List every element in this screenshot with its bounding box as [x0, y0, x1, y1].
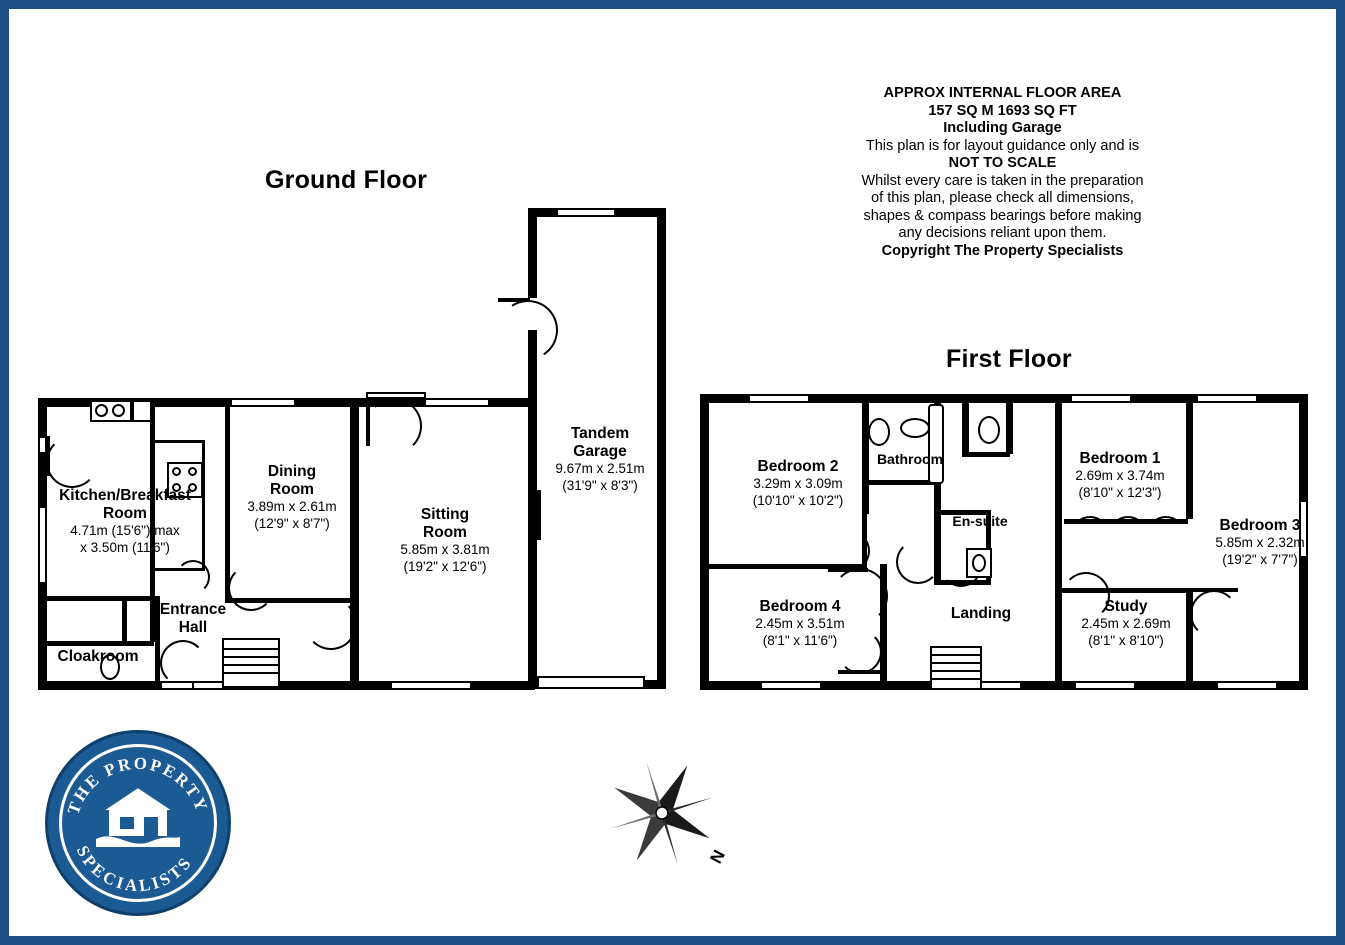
- garage-name-line2: Garage: [573, 443, 627, 460]
- study-dim-2: (8'1" x 8'10"): [1088, 632, 1164, 648]
- study-name: Study: [1104, 598, 1148, 615]
- garage-dim-line1: 9.67m x 2.51m: [555, 461, 645, 476]
- wardrobe-arc-3: [1146, 516, 1186, 556]
- garage-name-line1: Tandem: [570, 425, 630, 442]
- first-window-bottom-1: [760, 681, 822, 690]
- hob-ring-2: [188, 467, 197, 476]
- room-label-sitting: [360, 506, 530, 575]
- kitchen-door-arc: [46, 436, 98, 488]
- landing-name: Landing: [950, 605, 1012, 622]
- logo-top-text: THE PROPERTY: [63, 753, 212, 817]
- bedroom4-door-leaf: [838, 670, 880, 674]
- entrance-hall-name-line2: Hall: [178, 619, 208, 636]
- room-label-bedroom2: [718, 458, 878, 509]
- compass-north-label: N: [706, 846, 729, 867]
- first-floor-title: First Floor: [946, 345, 1072, 373]
- ensuite-shower-tray: [972, 554, 986, 572]
- first-window-bottom-4: [1216, 681, 1278, 690]
- sitting-dim-line1: 5.85m x 3.81m: [400, 542, 490, 557]
- wc-pan: [978, 416, 1000, 444]
- room-label-study: [1060, 598, 1192, 649]
- cloakroom-name: Cloakroom: [57, 648, 139, 665]
- bedroom4-dim-1: 2.45m x 3.51m: [755, 616, 845, 631]
- entrance-hall-name-line1: Entrance: [159, 601, 227, 618]
- sitting-name-line1: Sitting: [420, 506, 470, 523]
- bedroom2-door-arc: [828, 530, 870, 572]
- note-line-7: of this plan, please check all dimensions,: [871, 190, 1134, 206]
- garage-dim-line2: (31'9" x 8'3"): [562, 477, 638, 493]
- svg-text:SPECIALISTS: [73, 843, 197, 896]
- stair-step-4: [222, 672, 280, 674]
- note-line-8: shapes & compass bearings before making: [863, 207, 1142, 224]
- kitchen-dim-line1: 4.71m (15'6") max: [70, 523, 180, 538]
- dining-door-leaf: [226, 565, 230, 601]
- ground-floor-title: Ground Floor: [265, 166, 428, 194]
- bathroom-bath: [928, 404, 944, 484]
- note-line-9: any decisions reliant upon them.: [898, 225, 1107, 241]
- kitchen-hall-door-arc: [176, 560, 210, 594]
- study-dim-1: 2.45m x 2.69m: [1081, 616, 1171, 631]
- bathroom-door-arc: [896, 540, 940, 584]
- room-label-bathroom: [855, 450, 965, 468]
- wardrobe-arc-1: [1070, 516, 1110, 556]
- garage-door: [537, 676, 645, 689]
- sitting-room-wall-left: [350, 398, 359, 690]
- note-line-1: APPROX INTERNAL FLOOR AREA: [883, 85, 1122, 101]
- first-wall-left: [700, 394, 709, 690]
- room-label-bedroom1: [1030, 450, 1210, 501]
- first-window-top-1: [748, 394, 810, 403]
- room-label-cloakroom: [34, 648, 162, 666]
- disclaimer-note: [835, 85, 1170, 260]
- garage-door-leaf: [498, 298, 530, 302]
- hall-door-leaf: [305, 598, 355, 602]
- bathroom-wc: [868, 418, 890, 446]
- bedroom2-name: Bedroom 2: [757, 458, 839, 475]
- ensuite-name: En-suite: [952, 513, 1008, 529]
- logo-bottom-text: SPECIALISTS: [72, 842, 197, 896]
- bedroom4-dim-2: (8'1" x 11'6"): [762, 632, 838, 648]
- ground-window-top-1: [230, 398, 296, 407]
- first-window-bottom-3: [1074, 681, 1136, 690]
- bathroom-basin: [900, 418, 930, 438]
- room-label-bedroom3: [1190, 517, 1330, 568]
- dining-name-line2: Room: [270, 481, 314, 498]
- bedroom2-dim-2: (10'10" x 10'2"): [752, 492, 844, 508]
- note-line-2: 157 SQ M 1693 SQ FT: [928, 102, 1077, 119]
- kitchen-door-leaf: [46, 436, 50, 476]
- kitchen-sink-bowl-1: [95, 404, 108, 417]
- wardrobe-arc-2: [1108, 516, 1148, 556]
- garage-window-top: [556, 208, 616, 217]
- garage-wall-left-upper: [528, 208, 537, 298]
- first-stair-step-2: [930, 662, 982, 664]
- note-line-6: Whilst every care is taken in the preparation: [861, 172, 1144, 189]
- ground-window-bottom-2: [390, 681, 472, 690]
- note-line-5: NOT TO SCALE: [948, 155, 1057, 171]
- note-line-4: This plan is for layout guidance only and is: [865, 137, 1140, 154]
- stair-step-1: [222, 648, 280, 650]
- room-label-bedroom4: [716, 598, 884, 649]
- kitchen-peninsula-top: [155, 440, 205, 443]
- room-label-dining: [212, 463, 372, 532]
- first-stair-step-3: [930, 670, 982, 672]
- note-line-10: Copyright The Property Specialists: [881, 242, 1124, 259]
- hob-ring-1: [172, 467, 181, 476]
- kitchen-counter: [132, 400, 152, 422]
- dining-dim-line1: 3.89m x 2.61m: [247, 499, 337, 514]
- cloakroom-wall-top: [44, 641, 154, 646]
- kitchen-dim-line2: x 3.50m (11'6"): [80, 539, 170, 555]
- sitting-door-arc: [366, 398, 422, 454]
- front-door-arc: [160, 640, 206, 686]
- kitchen-sink-bowl-2: [112, 404, 125, 417]
- first-stairs: [930, 646, 982, 690]
- stair-step-3: [222, 664, 280, 666]
- dining-dim-line2: (12'9" x 8'7"): [254, 515, 330, 531]
- ground-window-top-2: [424, 398, 490, 407]
- room-label-landing: [916, 605, 1046, 623]
- wc-wall-bottom: [962, 452, 1010, 457]
- bedroom1-dim-1: 2.69m x 3.74m: [1075, 468, 1165, 483]
- logo-house-icon: [94, 781, 182, 847]
- room-label-entrance-hall: [128, 601, 258, 637]
- room-label-ensuite: [930, 512, 1030, 530]
- room-label-kitchen: [25, 487, 225, 556]
- first-stair-step-1: [930, 654, 982, 656]
- room-label-garage: [520, 425, 680, 494]
- sitting-door-leaf: [366, 398, 370, 446]
- bedroom4-name: Bedroom 4: [759, 598, 841, 615]
- bedroom3-dim-2: (19'2" x 7'7"): [1222, 551, 1298, 567]
- compass-rose: [600, 755, 740, 885]
- first-window-top-2: [1070, 394, 1132, 403]
- ground-stairs: [222, 638, 280, 688]
- bedroom3-dim-1: 5.85m x 2.32m: [1215, 535, 1305, 550]
- study-door-leaf: [1190, 588, 1238, 592]
- garage-door-arc: [492, 294, 563, 365]
- company-logo: [45, 730, 231, 916]
- sitting-dim-line2: (19'2" x 12'6"): [403, 558, 487, 574]
- wc-wall-left: [962, 394, 969, 454]
- sitting-name-line2: Room: [423, 524, 467, 541]
- study-door-arc: [1190, 590, 1238, 638]
- bedroom2-dim-1: 3.29m x 3.09m: [753, 476, 843, 491]
- first-window-top-3: [1196, 394, 1258, 403]
- wc-wall-right: [1006, 394, 1013, 454]
- kitchen-name-line1: Kitchen/Breakfast: [59, 487, 191, 504]
- cloakroom-wall-divider: [122, 596, 127, 644]
- kitchen-name-line2: Room: [103, 505, 147, 522]
- first-stair-step-4: [930, 678, 982, 680]
- note-line-3: Including Garage: [943, 120, 1062, 136]
- bathroom-name: Bathroom: [876, 451, 944, 467]
- bedroom1-dim-2: (8'10" x 12'3"): [1078, 484, 1162, 500]
- stair-step-2: [222, 656, 280, 658]
- hall-door-arc: [305, 598, 357, 650]
- dining-name-line1: Dining: [267, 463, 317, 480]
- bedroom1-name: Bedroom 1: [1079, 450, 1161, 467]
- bedroom3-name: Bedroom 3: [1219, 517, 1301, 534]
